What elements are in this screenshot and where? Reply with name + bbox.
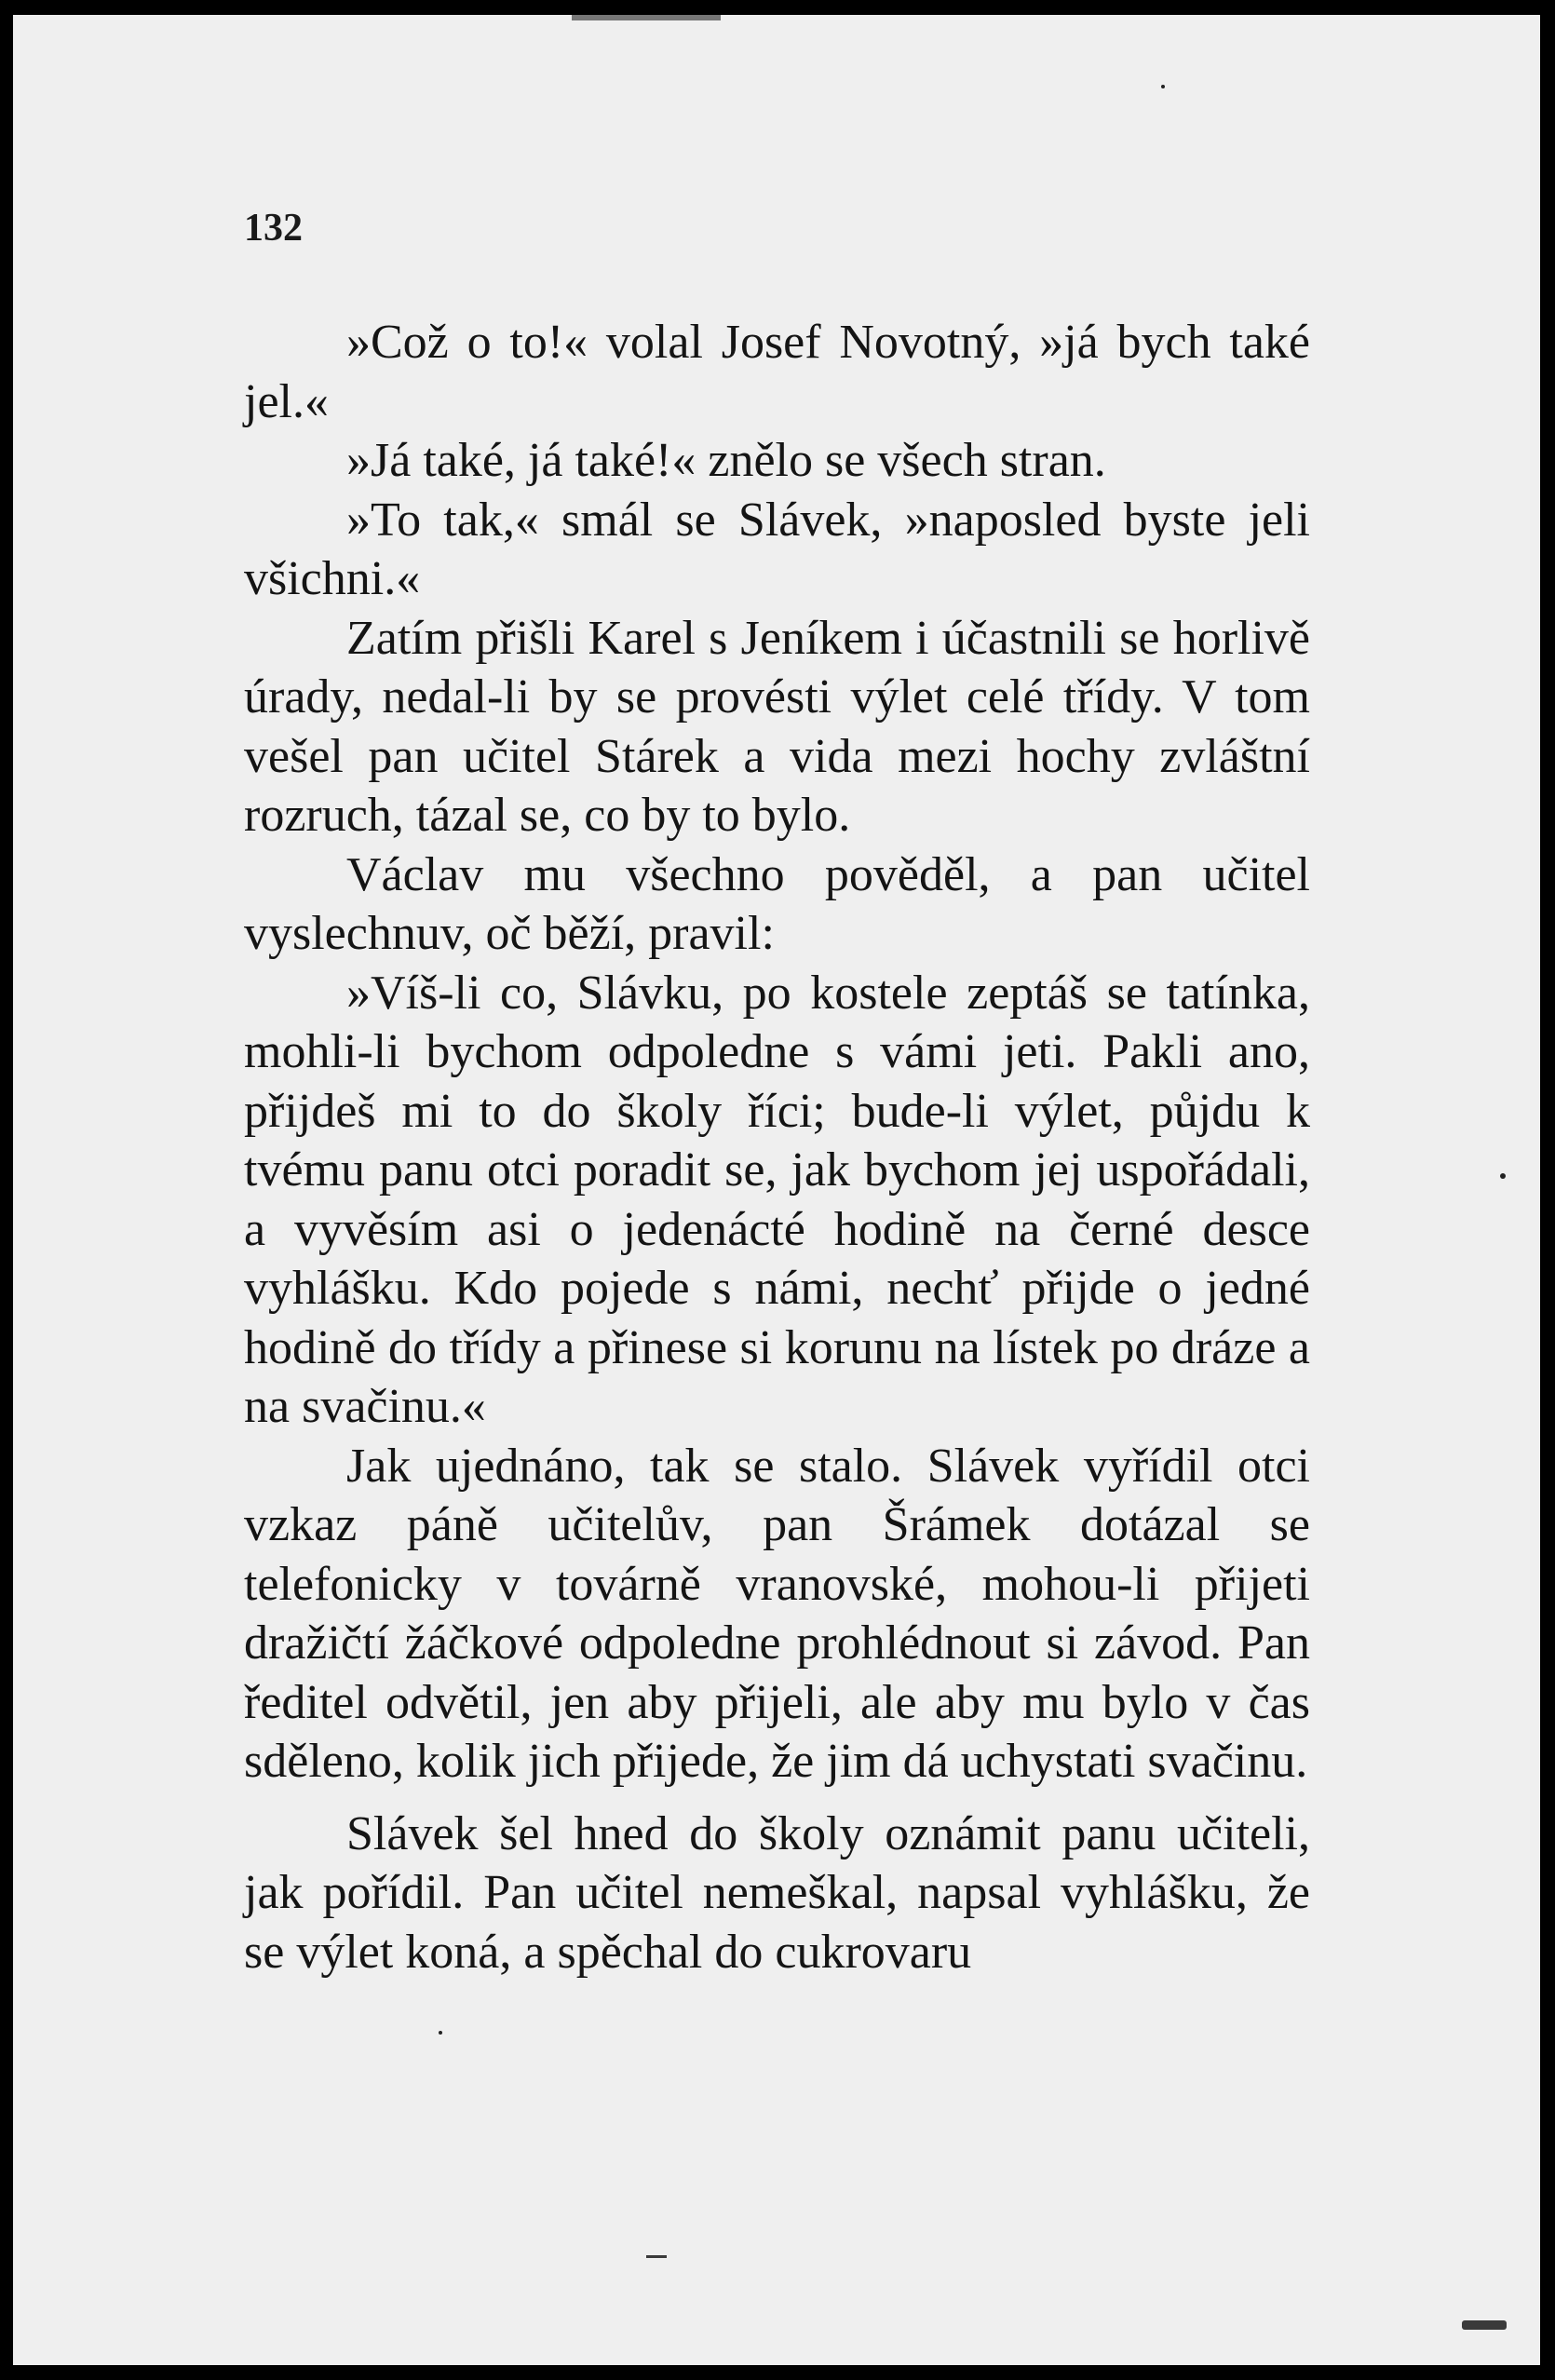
paragraph: Jak ujednáno, tak se stalo. Slávek vyřídil otci vzkaz páně učitelův, pan Šrámek dotázal se telefonicky v továrně vranovské, mohou-li přijeti dražičtí žáčkové odpoledne prohlédnout si závod. Pan ředitel odvětil, jen aby přijeli, ale aby mu bylo v čas sděleno, kolik jich přijede, že jim dá uchystati svačinu. [244,1439,1310,1788]
paragraph: Václav mu všechno pověděl, a pan učitel vyslechnuv, oč běží, pravil: [244,847,1310,960]
paragraph: »To tak,« smál se Slávek, »naposled byste jeli všichni.« [244,493,1310,605]
page-number: 132 [244,207,303,250]
scan-smudge [1462,2320,1507,2330]
scan-speck [439,2031,442,2035]
scan-smudge [646,2255,667,2258]
scan-smudge [572,15,721,20]
page-text [244,313,1310,1981]
paragraph: Slávek šel hned do školy oznámit panu učiteli, jak pořídil. Pan učitel nemeškal, napsal vyhlášku, že se výlet koná, a spěchal do cukrovaru [244,1806,1310,1979]
paragraph: »Což o to!« volal Josef Novotný, »já bych také jel.« [244,316,1310,428]
book-page [13,15,1540,2365]
scan-speck [1161,85,1165,88]
paragraph: Zatím přišli Karel s Jeníkem i účastnili se horlivě úrady, nedal-li by se provésti výlet celé třídy. V tom vešel pan učitel Stárek a vida mezi hochy zvláštní rozruch, tázal se, co by to bylo. [244,611,1310,842]
paragraph: »Víš-li co, Slávku, po kostele zeptáš se tatínka, mohli-li bychom odpoledne s vámi jeti. Pakli ano, přijdeš mi to do školy říci; bude-li výlet, půjdu k tvému panu otci poradit se, jak bychom jej uspořádali, a vyvěsím asi o jedenácté hodině na černé desce vyhlášku. Kdo pojede s námi, nechť přijde o jedné hodině do třídy a přinese si korunu na lístek po dráze a na svačinu.« [244,966,1310,1433]
scan-speck [1500,1173,1506,1179]
paragraph: »Já také, já také!« znělo se všech stran. [346,434,1106,487]
